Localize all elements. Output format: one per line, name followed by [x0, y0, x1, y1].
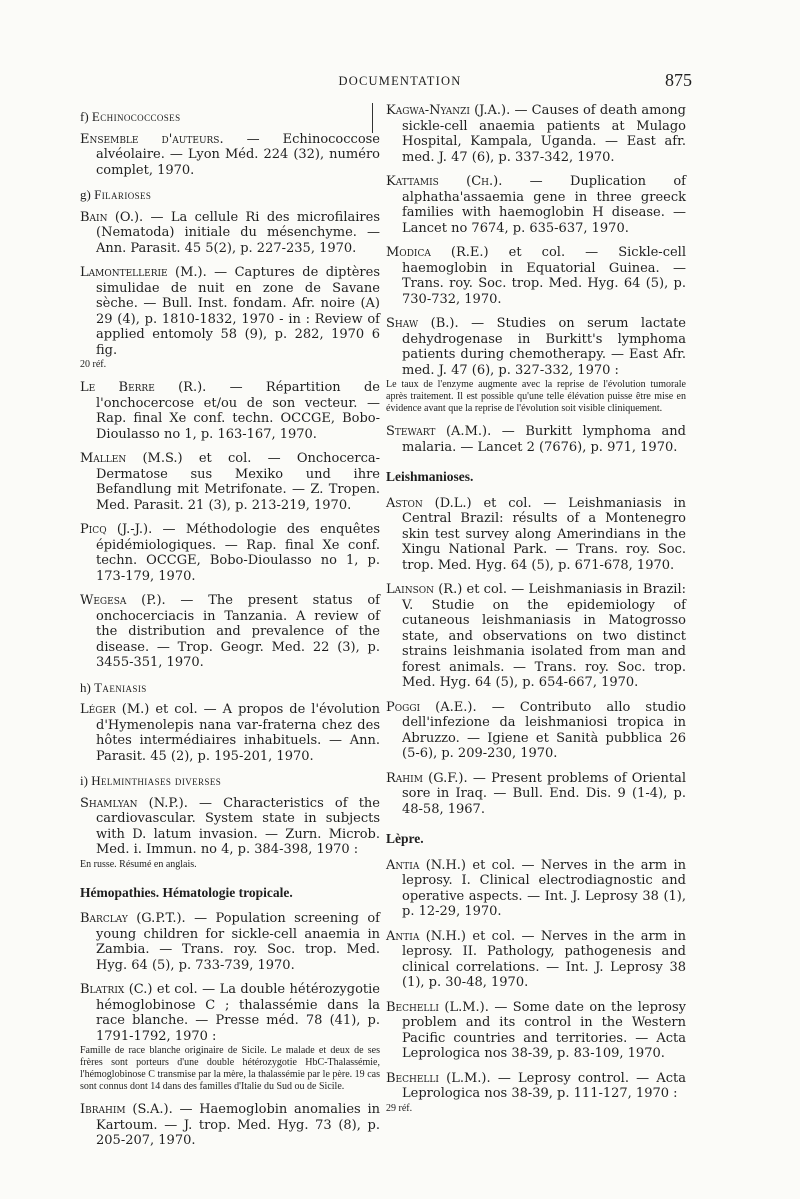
entry-body: — Characteristics of the cardiovascular. System state in subjects with D. latum invasion. — Zurn. Microb. Med. i. Immun. no 4, p. 384-398, 1970 : — [96, 795, 380, 857]
bibliography-entry — [386, 496, 686, 574]
bibliography-entry — [80, 702, 380, 764]
bibliography-entry — [386, 316, 686, 415]
entry-body: — Echinococcose alvéolaire. — Lyon Méd. 224 (32), numéro complet, 1970. — [96, 131, 381, 178]
bibliography-entry — [386, 700, 686, 762]
entry-citation — [80, 380, 380, 442]
subsection-letter: i) — [80, 773, 92, 788]
entry-author: Bain (O.). — [80, 209, 144, 225]
bibliography-entry — [80, 380, 380, 442]
entry-body: — Captures de diptères simulidae de nuit en zone de Savane sèche. — Bull. Inst. fondam. Afr. noire (A) 29 (4), p. 1810-1832, 1970 - in : Review of applied entomoly 58 (9), p. 282, 1970 6 fig. — [96, 265, 380, 358]
entry-citation — [386, 496, 686, 574]
entry-body: et col. — Leishmaniasis in Central Brazil: résults of a Montenegro skin test survey along Amerindians in the Xingu National Park. — Trans. roy. Soc. trop. Med. Hyg. 64 (5), p. 671-678, 1970. — [402, 495, 686, 573]
entry-body: — Duplication of alphatha'assaemia gene in three greeck families with haemoglobin H disease. — Lancet no 7674, p. 635-637, 1970. — [402, 174, 686, 236]
entry-author: Antia (N.H.) — [386, 928, 466, 944]
entry-annotation: Le taux de l'enzyme augmente avec la reprise de l'évolution tumorale après traitement. Il est possible qu'une telle élévation puisse être mise en évidence avant que la reprise de l'évolution soit visible cliniquement. — [386, 379, 686, 414]
entry-author: Stewart (A.M.). — [386, 424, 492, 439]
subsection-letter: h) — [80, 679, 95, 695]
subsection-heading — [80, 680, 380, 696]
entry-annotation: 29 réf. — [386, 1102, 413, 1114]
entry-author: Antia (N.H.) — [386, 857, 466, 873]
running-title: DOCUMENTATION — [338, 74, 462, 88]
entry-body: et col. — Nerves in the arm in leprosy. II. Pathology, pathogenesis and clinical correlations. — Int. J. Leprosy 38 (1), p. 30-48, 1970. — [402, 928, 686, 990]
entry-citation — [386, 858, 686, 920]
entry-citation — [80, 702, 380, 764]
entry-body: — Present problems of Oriental sore in Iraq. — Bull. End. Dis. 9 (1-4), p. 48-58, 1967. — [402, 770, 686, 817]
entry-body: — The present status of onchocerciacis in Tanzania. A review of the distribution and prevalence of the disease. — Trop. Geogr. Med. 22 (3), p. 3455-351, 1970. — [96, 593, 380, 670]
bibliography-entry — [80, 265, 380, 371]
bibliography-entry — [80, 911, 380, 973]
page-header — [0, 70, 800, 92]
bibliography-entry — [386, 424, 686, 455]
entry-citation — [386, 316, 686, 378]
entry-annotation: En russe. Résumé en anglais. — [80, 858, 197, 870]
entry-citation — [80, 1102, 380, 1149]
bibliography-entry — [386, 174, 686, 236]
bibliography-entry — [80, 522, 380, 584]
entry-author: Blatrix (C.) — [80, 982, 153, 997]
entry-body: — Répartition de l'onchocercose et/ou de son vecteur. — Rap. final Xe conf. techn. OCCGE, Bobo-Dioulasso no 1, p. 163-167, 1970. — [96, 380, 380, 442]
entry-citation — [386, 700, 686, 762]
entry-citation — [80, 210, 380, 257]
entry-author: Rahim (G.F.). — [386, 770, 468, 786]
entry-body: — Burkitt lymphoma and malaria. — Lancet 2 (7676), p. 971, 1970. — [402, 424, 686, 455]
entry-author: Kattamis (Ch.). — [386, 174, 503, 189]
entry-citation — [80, 796, 380, 858]
left-column — [80, 103, 380, 1158]
bibliography-entry — [386, 858, 686, 920]
entry-body: — Some date on the leprosy problem and its control in the Western Pacific countries and territories. — Acta Leprologica nos 38-39, p. 83-109, 1970. — [402, 999, 686, 1061]
bibliography-entry — [386, 771, 686, 818]
entry-body: et col. — Nerves in the arm in leprosy. I. Clinical electrodiagnostic and operative aspects. — Int. J. Leprosy 38 (1), p. 12-29, 1970. — [402, 857, 686, 919]
bibliography-entry — [386, 1000, 686, 1062]
entry-author: Léger (M.) — [80, 702, 150, 717]
entry-citation — [80, 911, 380, 973]
entry-citation — [386, 174, 686, 236]
entry-author: Bechelli (L.M.). — [386, 999, 489, 1015]
entry-body: — La cellule Ri des microfilaires (Nematoda) initiale du mésenchyme. — Ann. Parasit. 45 5(2), p. 227-235, 1970. — [96, 209, 380, 256]
bibliography-entry — [80, 982, 380, 1093]
subsection-heading — [80, 187, 380, 203]
entry-author: Kagwa-Nyanzi (J.A.). — [386, 103, 511, 118]
section-heading: Leishmanioses. — [386, 469, 474, 484]
entry-citation — [386, 424, 686, 455]
bibliography-entry — [80, 593, 380, 671]
entry-author: Picq (J.-J.). — [80, 522, 153, 537]
bibliography-entry — [80, 796, 380, 871]
entry-author: Barclay (G.P.T.). — [80, 911, 186, 926]
entry-citation — [386, 1071, 686, 1102]
right-column — [386, 103, 686, 1124]
entry-citation — [80, 451, 380, 513]
bibliography-entry — [386, 929, 686, 991]
bibliography-entry — [80, 132, 380, 179]
entry-body: — Population screening of young children for sickle-cell anaemia in Zambia. — Trans. roy. Soc. trop. Med. Hyg. 64 (5), p. 733-739, 1970. — [96, 911, 380, 973]
entry-citation — [80, 982, 380, 1044]
entry-body: — Leprosy control. — Acta Leprologica nos 38-39, p. 111-127, 1970 : — [402, 1070, 686, 1101]
entry-citation — [80, 132, 380, 179]
section-heading: Hémopathies. Hématologie tropicale. — [80, 884, 293, 900]
entry-author: Aston (D.L.) — [386, 495, 472, 511]
entry-author: Bechelli (L.M.). — [386, 1070, 491, 1086]
bibliography-entry — [80, 1102, 380, 1149]
entry-body: — Haemoglobin anomalies in Kartoum. — J. trop. Med. Hyg. 73 (8), p. 205-207, 1970. — [96, 1102, 380, 1148]
entry-citation — [386, 1000, 686, 1062]
entry-citation — [80, 593, 380, 671]
entry-author: Wegesa (P.). — [80, 593, 166, 608]
bibliography-entry — [80, 210, 380, 257]
bibliography-entry — [80, 451, 380, 513]
entry-body: — Contributo allo studio dell'infezione da leishmaniosi tropica in Abruzzo. — Igiene et Sanità pubblica 26 (5-6), p. 209-230, 1970. — [402, 699, 686, 761]
entry-annotation: Famille de race blanche originaire de Sicile. Le malade et deux de ses frères sont porteurs d'une double hétérozygotie HbC-Thalassémie, l'hémoglobinose C transmise par la mère, la thalassémie par le père. 19 cas sont connus dont 14 dans des familles d'Italie du Sud ou de Sicile. — [80, 1045, 380, 1092]
entry-citation — [386, 245, 686, 307]
entry-body: — Studies on serum lactate dehydrogenase in Burkitt's lymphoma patients during chemotherapy. — East Afr. med. J. 47 (6), p. 327-332, 1970 : — [402, 316, 686, 378]
entry-citation — [386, 929, 686, 991]
bibliography-entry — [386, 582, 686, 691]
entry-citation — [386, 771, 686, 818]
subsection-label: Echinococcoses — [91, 109, 181, 124]
entry-body: — Méthodologie des enquêtes épidémiologiques. — Rap. final Xe conf. techn. OCCGE, Bobo-Dioulasso no 1, p. 173-179, 1970. — [96, 522, 380, 584]
entry-author: Lainson (R.) — [386, 582, 463, 597]
entry-citation — [386, 103, 686, 165]
entry-author: Modica (R.E.) — [386, 245, 489, 260]
section-heading: Lèpre. — [386, 831, 424, 846]
subsection-letter: g) — [80, 187, 95, 202]
subsection-heading — [80, 109, 380, 125]
subsection-label: Helminthiases diverses — [91, 773, 222, 788]
entry-author: Shamlyan (N.P.). — [80, 795, 188, 811]
entry-body: et col. — La double hétérozygotie hémoglobinose C ; thalassémie dans la race blanche. — Presse méd. 78 (41), p. 1791-1792, 1970 : — [96, 982, 380, 1044]
subsection-label: Filarioses — [94, 187, 152, 202]
entry-citation — [80, 522, 380, 584]
entry-author: Shaw (B.). — [386, 316, 459, 331]
entry-body: et col. — A propos de l'évolution d'Hymenolepis nana var-fraterna chez des hôtes intermédiaires inhabituels. — Ann. Parasit. 45 (2), p. 195-201, 1970. — [96, 702, 380, 764]
entry-author: Ibrahim (S.A.). — [80, 1102, 173, 1117]
subsection-heading — [80, 773, 380, 789]
entry-annotation: 20 réf. — [80, 359, 107, 370]
bibliography-entry — [386, 245, 686, 307]
page-number: 875 — [665, 70, 692, 90]
bibliography-entry — [386, 1071, 686, 1115]
entry-citation — [386, 582, 686, 691]
entry-author: Ensemble d'auteurs. — [80, 131, 224, 147]
bibliography-entry — [386, 103, 686, 165]
subsection-label: Taeniasis — [94, 679, 147, 695]
entry-body: et col. — Onchocerca-Dermatose sus Mexiko und ihre Befandlung mit Metrifonate. — Z. Tropen. Med. Parasit. 21 (3), p. 213-219, 1970. — [96, 451, 380, 513]
entry-author: Mallen (M.S.) — [80, 451, 183, 466]
subsection-letter: f) — [80, 109, 92, 124]
entry-author: Lamontellerie (M.). — [80, 265, 207, 280]
entry-body: et col. — Sickle-cell haemoglobin in Equatorial Guinea. — Trans. roy. Soc. trop. Med. Hyg. 64 (5), p. 730-732, 1970. — [402, 245, 686, 307]
entry-body: et col. — Leishmaniasis in Brazil: V. Studie on the epidemiology of cutaneous leishmaniasis in Matogrosso state, and observations on two distinct strains leishmania isolated from man and forest animals. — Trans. roy. Soc. trop. Med. Hyg. 64 (5), p. 654-667, 1970. — [402, 582, 686, 690]
entry-body: — Causes of death among sickle-cell anaemia patients at Mulago Hospital, Kampala, Uganda. — East afr. med. J. 47 (6), p. 337-342, 1970. — [402, 103, 686, 165]
entry-author: Le Berre (R.). — [80, 380, 207, 395]
entry-citation — [80, 265, 380, 358]
entry-author: Poggi (A.E.). — [386, 699, 477, 715]
